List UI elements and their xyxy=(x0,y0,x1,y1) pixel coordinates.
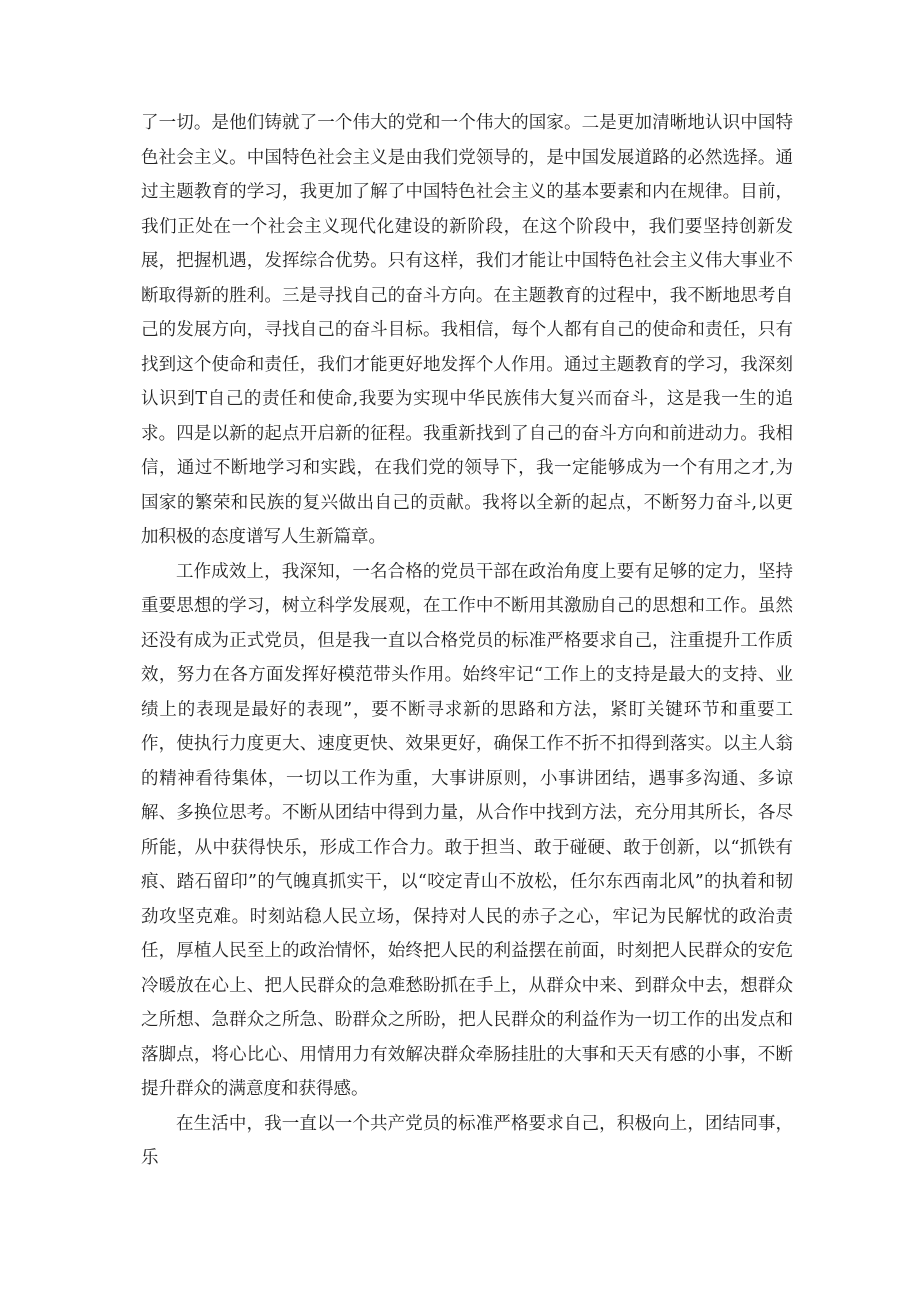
paragraph-life: 在生活中，我一直以一个共产党员的标准严格要求自己，积极向上，团结同事，乐 xyxy=(141,1113,793,1168)
document-page xyxy=(141,106,793,1176)
paragraph-work-results: 工作成效上，我深知，一名合格的党员干部在政治角度上要有足够的定力，坚持重要思想的学习，树立科学发展观，在工作中不断用其激励自己的思想和工作。虽然还没有成为正式党员，但是我一直以合格党员的标准严格要求自己，注重提升工作质效，努力在各方面发挥好模范带头作用。始终牢记“工作上的支持是最大的支持、业绩上的表现是最好的表现”，要不断寻求新的思路和方法，紧盯关键环节和重要工作，使执行力度更大、速度更快、效果更好，确保工作不折不扣得到落实。以主人翁的精神看待集体，一切以工作为重，大事讲原则，小事讲团结，遇事多沟通、多谅解、多换位思考。不断从团结中得到力量，从合作中找到方法，充分用其所长，各尽所能，从中获得快乐，形成工作合力。敢于担当、敢于碰硬、敢于创新，以“抓铁有痕、踏石留印”的气魄真抓实干，以“咬定青山不放松，任尔东西南北风”的执着和韧劲攻坚克难。时刻站稳人民立场，保持对人民的赤子之心，牢记为民解忧的政治责任，厚植人民至上的政治情怀，始终把人民的利益摆在前面，时刻把人民群众的安危冷暖放在心上、把人民群众的急难愁盼抓在手上，从群众中来、到群众中去，想群众之所想、急群众之所急、盼群众之所盼，把人民群众的利益作为一切工作的出发点和落脚点，将心比心、用情用力有效解决群众牵肠挂肚的大事和天天有感的小事，不断提升群众的满意度和获得感。 xyxy=(141,561,793,1099)
paragraph-continuation: 了一切。是他们铸就了一个伟大的党和一个伟大的国家。二是更加清晰地认识中国特色社会主义。中国特色社会主义是由我们党领导的，是中国发展道路的必然选择。通过主题教育的学习，我更加了解了中国特色社会主义的基本要素和内在规律。目前，我们正处在一个社会主义现代化建设的新阶段，在这个阶段中，我们要坚持创新发展，把握机遇，发挥综合优势。只有这样，我们才能让中国特色社会主义伟大事业不断取得新的胜利。三是寻找自己的奋斗方向。在主题教育的过程中，我不断地思考自己的发展方向，寻找自己的奋斗目标。我相信，每个人都有自己的使命和责任，只有找到这个使命和责任，我们才能更好地发挥个人作用。通过主题教育的学习，我深刻认识到T自己的责任和使命,我要为实现中华民族伟大复兴而奋斗，这是我一生的追求。四是以新的起点开启新的征程。我重新找到了自己的奋斗方向和前进动力。我相信，通过不断地学习和实践，在我们党的领导下，我一定能够成为一个有用之才,为国家的繁荣和民族的复兴做出自己的贡献。我将以全新的起点，不断努力奋斗,以更加积极的态度谱写人生新篇章。 xyxy=(141,113,793,547)
